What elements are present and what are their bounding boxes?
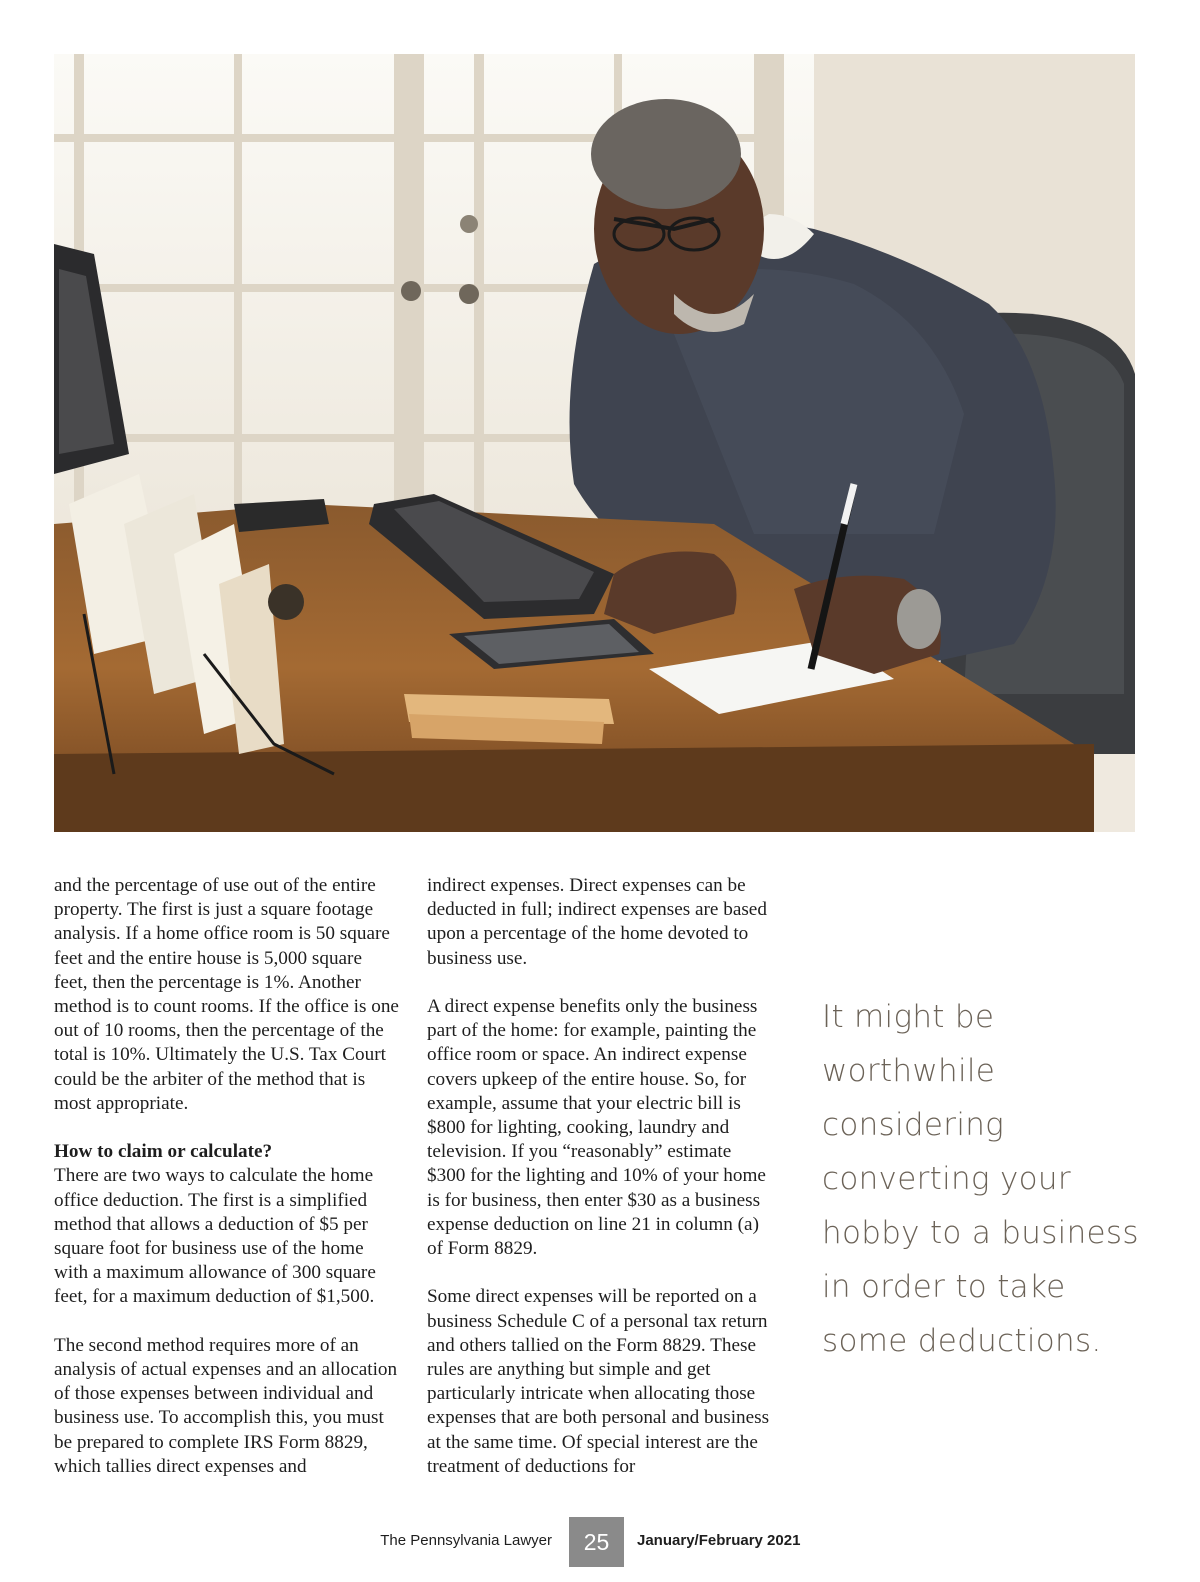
column2-paragraph-2: A direct expense benefits only the business part of the home: for example, painting the office room or space. An indirect expense covers upkeep of the entire house. So, for example, assume that your electric bill is $800 for lighting, cooking, laundry and television. If you “reasonably” estimate $300 for the lighting and 10% of your home is for business, then enter $30 as a business expense deduction on line 21 in column (a) of Form 8829. [427,996,766,1260]
page-footer [0,1517,1200,1567]
publication-name: The Pennsylvania Lawyer [380,1532,552,1549]
article-column-2 [427,874,772,1479]
man-at-desk-illustration [54,54,1135,832]
article-photo [54,54,1135,832]
column1-paragraph-3: The second method requires more of an analysis of actual expenses and an allocation of those expenses between individual and business use. To accomplish this, you must be prepared to complete IRS Form 8829, which tallies direct expenses and [54,1334,398,1477]
column1-paragraph-2: There are two ways to calculate the home office deduction. The first is a simplified method that allows a deduction of $5 per square foot for business use of the home with a maximum allowance of 300 square feet, for a maximum deduction of $1,500. [54,1165,376,1308]
page-number: 25 [569,1517,624,1567]
column1-paragraph-1: and the percentage of use out of the entire property. The first is just a square footage analysis. If a home office room is 50 square feet and the entire house is 5,000 square feet, then the percentage is 1%. Another method is to count rooms. If the office is one out of 10 rooms, then the percentage of the total is 10%. Ultimately the U.S. Tax Court could be the arbiter of the method that is most appropriate. [54,875,399,1114]
column2-paragraph-3: Some direct expenses will be reported on a business Schedule C of a personal tax return and others tallied on the Form 8829. These rules are anything but simple and get particularly intricate when allocating those expenses that are both personal and business at the same time. Of special interest are the treatment of deductions for [427,1286,770,1477]
column2-paragraph-1: indirect expenses. Direct expenses can be deducted in full; indirect expenses are based upon a percentage of the home devoted to business use. [427,875,767,969]
pull-quote: It might be worthwhile considering converting your hobby to a business in order to take some deductions. [822,999,1139,1359]
section-heading: How to claim or calculate? [54,1141,273,1163]
article-column-1 [54,874,399,1479]
issue-date: January/February 2021 [637,1532,801,1549]
